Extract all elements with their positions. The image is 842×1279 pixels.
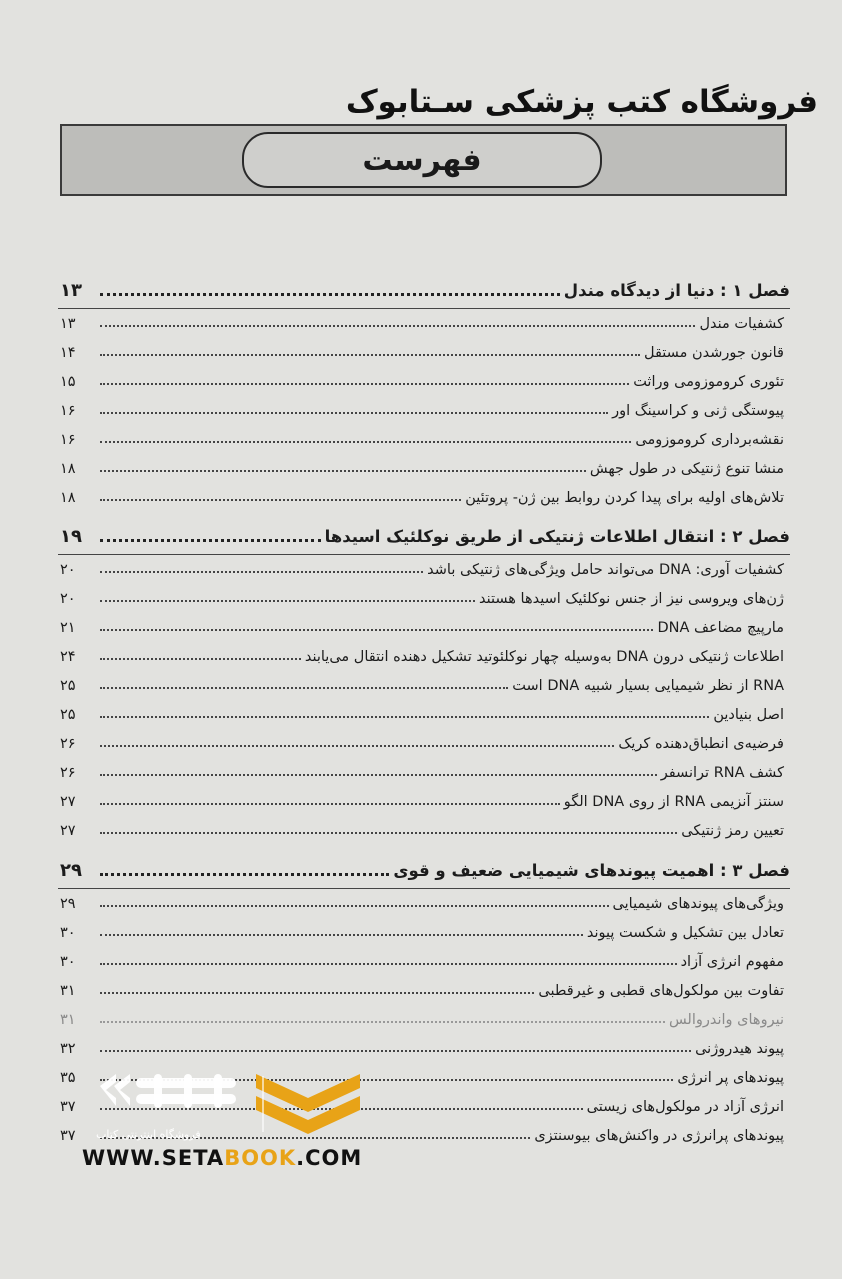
section-page: ۲۶ xyxy=(60,736,76,752)
dot-leader xyxy=(100,658,301,660)
dot-leader xyxy=(100,687,508,689)
section-page: ۳۵ xyxy=(60,1070,76,1086)
section-row xyxy=(60,794,790,810)
section-page: ۲۱ xyxy=(60,620,76,636)
section-title: ویژگی‌های پیوندهای شیمیایی xyxy=(612,896,784,912)
section-page: ۳۷ xyxy=(60,1128,76,1144)
section-row xyxy=(60,432,790,448)
section-title: اصل بنیادین xyxy=(713,707,784,723)
section-row xyxy=(60,562,790,578)
section-row xyxy=(60,1041,790,1057)
dot-leader xyxy=(100,992,534,994)
section-title: تعادل بین تشکیل و شکست پیوند xyxy=(586,925,784,941)
chapter-title: فصل ۱ : دنیا از دیدگاه مندل xyxy=(563,281,790,300)
section-page: ۲۹ xyxy=(60,896,76,912)
section-title: پیوند هیدروژنی xyxy=(695,1041,784,1057)
section-page: ۱۶ xyxy=(60,403,76,419)
dot-leader xyxy=(100,499,461,501)
toc-header-pill xyxy=(242,132,602,188)
dot-leader xyxy=(100,873,389,876)
section-title: قانون جورشدن مستقل xyxy=(643,345,784,361)
section-row xyxy=(60,461,790,477)
section-page: ۱۶ xyxy=(60,432,76,448)
section-row xyxy=(60,490,790,506)
section-page: ۲۵ xyxy=(60,678,76,694)
section-row xyxy=(60,983,790,999)
section-row xyxy=(60,765,790,781)
section-title: RNA از نظر شیمیایی بسیار شبیه DNA است xyxy=(512,678,784,694)
section-row xyxy=(60,591,790,607)
dot-leader xyxy=(100,325,695,327)
section-page: ۳۲ xyxy=(60,1041,76,1057)
section-row xyxy=(60,925,790,941)
section-page: ۳۰ xyxy=(60,925,76,941)
chapter-rule xyxy=(58,554,790,555)
store-title: فروشگاه کتب پزشکی سـتابوک xyxy=(345,84,818,120)
dot-leader xyxy=(100,716,709,718)
section-page: ۲۰ xyxy=(60,591,76,607)
section-page: ۳۷ xyxy=(60,1099,76,1115)
section-row xyxy=(60,707,790,723)
chapter-rule xyxy=(58,888,790,889)
section-page: ۲۷ xyxy=(60,823,76,839)
section-row xyxy=(60,374,790,390)
section-title: کشف RNA ترانسفر xyxy=(660,765,784,781)
section-page: ۳۱ xyxy=(60,983,76,999)
dot-leader xyxy=(100,774,657,776)
toc-header-box xyxy=(60,124,787,196)
chapter-row xyxy=(60,526,790,547)
setabook-wordmark-icon xyxy=(94,1066,244,1126)
chapter-page: ۱۳ xyxy=(60,280,82,301)
section-title: انرژی آزاد در مولکول‌های زیستی xyxy=(586,1099,784,1115)
section-title: منشا تنوع ژنتیکی در طول جهش xyxy=(589,461,784,477)
section-page: ۲۶ xyxy=(60,765,76,781)
dot-leader xyxy=(100,934,583,936)
section-row xyxy=(60,316,790,332)
section-title: پیوندهای پر انرژی xyxy=(677,1070,784,1086)
section-page: ۳۰ xyxy=(60,954,76,970)
url-accent: BOOK xyxy=(224,1146,297,1170)
dot-leader xyxy=(100,383,629,385)
section-row xyxy=(60,736,790,752)
dot-leader xyxy=(100,745,614,747)
dot-leader xyxy=(100,1021,665,1023)
dot-leader xyxy=(100,412,608,414)
chapter-title: فصل ۳ : اهمیت پیوندهای شیمیایی ضعیف و قوی xyxy=(393,861,790,880)
setabook-tagline: فروشگاه اینترنتی کتاب xyxy=(96,1128,201,1141)
section-title: پیوستگی ژنی و کراسینگ اور xyxy=(612,403,784,419)
chapter-page: ۱۹ xyxy=(60,526,82,547)
dot-leader xyxy=(100,963,677,965)
dot-leader xyxy=(100,629,653,631)
chapter-title: فصل ۲ : انتقال اطلاعات ژنتیکی از طریق نوکلئیک اسیدها xyxy=(324,527,790,546)
dot-leader xyxy=(100,293,560,296)
section-row xyxy=(60,823,790,839)
section-title: پیوندهای پرانرژی در واکنش‌های بیوسنتزی xyxy=(534,1128,784,1144)
section-title: ژن‌های ویروسی نیز از جنس نوکلئیک اسیدها هستند xyxy=(478,591,784,607)
section-page: ۲۷ xyxy=(60,794,76,810)
section-title: تفاوت بین مولکول‌های قطبی و غیرقطبی xyxy=(538,983,784,999)
section-title: مارپیچ مضاعف DNA xyxy=(657,620,784,636)
section-title: سنتز آنزیمی RNA از روی DNA الگو xyxy=(563,794,784,810)
dot-leader xyxy=(100,600,475,602)
setabook-url xyxy=(82,1146,362,1170)
chapter-row xyxy=(60,860,790,881)
section-title: تئوری کروموزومی وراثت xyxy=(633,374,784,390)
section-row xyxy=(60,620,790,636)
section-page: ۲۵ xyxy=(60,707,76,723)
dot-leader xyxy=(100,905,609,907)
dot-leader xyxy=(100,832,677,834)
toc-title: فهرست xyxy=(362,142,482,178)
chapter-row xyxy=(60,280,790,301)
url-prefix: WWW.SETA xyxy=(82,1146,225,1170)
section-page: ۱۵ xyxy=(60,374,76,390)
section-row xyxy=(60,1012,790,1028)
section-page: ۱۸ xyxy=(60,461,76,477)
dot-leader xyxy=(100,803,560,805)
dot-leader xyxy=(100,571,423,573)
dot-leader xyxy=(100,470,586,472)
section-title: نیروهای واندروالس xyxy=(668,1012,784,1028)
section-title: نقشه‌برداری کروموزومی xyxy=(635,432,784,448)
section-title: تعیین رمز ژنتیکی xyxy=(681,823,784,839)
chapter-rule xyxy=(58,308,790,309)
section-title: مفهوم انرژی آزاد xyxy=(680,954,784,970)
section-page: ۳۱ xyxy=(60,1012,76,1028)
section-row xyxy=(60,678,790,694)
section-title: کشفیات آوری: DNA می‌تواند حامل ویژگی‌های ژنتیکی باشد xyxy=(427,562,784,578)
url-suffix: .COM xyxy=(296,1146,363,1170)
section-page: ۲۰ xyxy=(60,562,76,578)
dot-leader xyxy=(100,1050,691,1052)
section-title: اطلاعات ژنتیکی درون DNA به‌وسیله چهار نوکلئوتید تشکیل دهنده انتقال می‌یابند xyxy=(304,649,784,665)
section-page: ۲۴ xyxy=(60,649,76,665)
dot-leader xyxy=(100,354,640,356)
section-title: فرضیه‌ی انطباق‌دهنده کریک xyxy=(618,736,784,752)
chapter-page: ۲۹ xyxy=(60,860,82,881)
section-row xyxy=(60,954,790,970)
section-row xyxy=(60,345,790,361)
section-page: ۱۴ xyxy=(60,345,76,361)
section-title: کشفیات مندل xyxy=(699,316,784,332)
dot-leader xyxy=(100,539,321,542)
dot-leader xyxy=(100,441,631,443)
section-row xyxy=(60,403,790,419)
section-page: ۱۳ xyxy=(60,316,76,332)
section-page: ۱۸ xyxy=(60,490,76,506)
section-row xyxy=(60,649,790,665)
setabook-book-logo-icon xyxy=(248,1068,368,1138)
section-title: تلاش‌های اولیه برای پیدا کردن روابط بین ژن- پروتئین xyxy=(465,490,784,506)
section-row xyxy=(60,896,790,912)
